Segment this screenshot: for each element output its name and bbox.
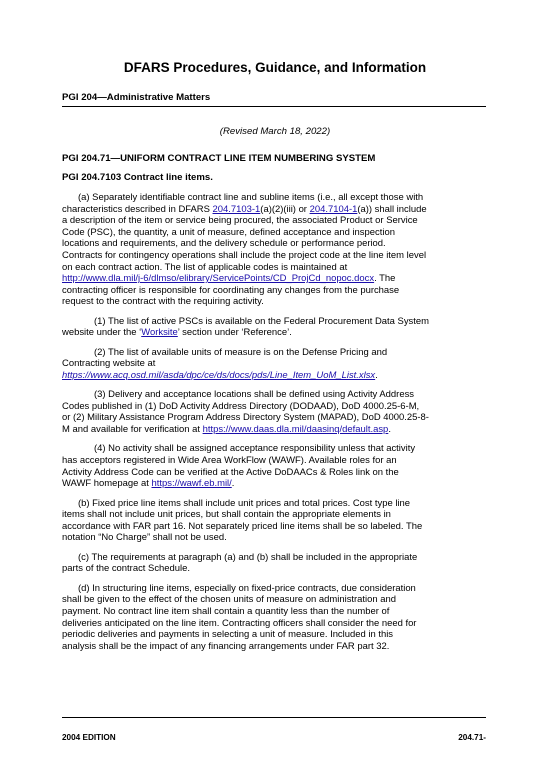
paragraph-a3: (3) Delivery and acceptance locations shall be defined using Activity Address Codes published in (1) DoD Activity Address Directory (DODAAD), DoD 4000.25-6-M, or (2) Military Assistance Program Address Directory System (MAPAD), DoD 4000.25-8- M and available for verification at https://www.daas.dla.mil/daasinq/default.asp. [62,389,429,436]
paragraph-a2: (2) The list of available units of measure is on the Defense Pricing and Contracting website at https://www.acq.osd.mil/asda/dpc/ce/ds/docs/pds/Line_Item_UoM_List.xlsx. [62,346,388,381]
paragraph-a1: (1) The list of active PSCs is available on the Federal Procurement Data System website under the ‘Worksite’ section under ‘Reference’. [62,315,430,339]
footer-rule [62,717,486,718]
section-heading: PGI 204.7103 Contract line items. [62,172,213,183]
revision-date: (Revised March 18, 2022) [219,126,331,137]
paragraph-b: (b) Fixed price line items shall include unit prices and total prices. Cost type line items shall not include unit prices, but shall contain the appropriate elements in accordance with FAR part 16. Not separately priced line items shall be so labeled. The notation “No Charge” shall not be used. [62,497,423,544]
link-uom-list[interactable]: https://www.acq.osd.mil/asda/dpc/ce/ds/docs/pds/Line_Item_UoM_List.xlsx [62,369,376,381]
document-title: DFARS Procedures, Guidance, and Information [123,60,427,75]
link-wawf-homepage[interactable]: https://wawf.eb.mil/ [151,478,232,490]
footer-edition: 2004 EDITION [62,733,116,742]
link-worksite[interactable]: Worksite [141,327,178,339]
paragraph-c: (c) The requirements at paragraph (a) and (b) shall be included in the appropriate parts of the contract Schedule. [62,551,418,575]
header-rule [62,106,486,107]
link-project-codes[interactable]: http://www.dla.mil/j-6/dlmso/elibrary/ServicePoints/CD_ProjCd_nopoc.docx [62,273,375,285]
paragraph-d: (d) In structuring line items, especially on fixed-price contracts, due consideration shall be given to the effect of the chosen units of measure on administration and payment. No contract line item shall contain a quantity less than the number of deliveries anticipated on the line item. Contracting officers shall consider the need for periodic deliveries and payments in selecting a unit of measure. Included in this analysis shall be the impact of any financing arrangements under FAR part 32. [62,582,417,652]
paragraph-a: (a) Separately identifiable contract line and subline items (i.e., all except those with characteristics described in DFARS 204.7103-1(a)(2)(iii) or 204.7104-1(a)) shall include a description of the item or service being procured, the associated Product or Service Code (PSC), the quantity, a unit of measure, defined acceptance and inspection locations and requirements, and the delivery schedule or performance period. Contracts for contingency operations shall include the project code at the line item level on each contract action. The list of applicable codes is maintained at http://www.dla.mil/j-6/dlmso/elibrary/ServicePoints/CD_ProjCd_nopoc.docx. The contracting officer is responsible for coordinating any changes from the purchase request to the contract with the requiring activity. [62,192,427,308]
paragraph-a4: (4) No activity shall be assigned acceptance responsibility unless that activity has acceptors registered in Wide Area WorkFlow (WAWF). Available roles for an Activity Address Code can be verified at the Active DoDAACs & Roles link on the WAWF homepage at https://wawf.eb.mil/. [62,443,416,490]
chapter-heading: PGI 204—Administrative Matters [62,92,211,103]
link-dfars-204-7103-1[interactable]: 204.7103-1 [212,203,261,215]
document-body [62,192,486,660]
subpart-heading: PGI 204.71—UNIFORM CONTRACT LINE ITEM NUMBERING SYSTEM [62,153,376,164]
link-dfars-204-7104-1[interactable]: 204.7104-1 [309,203,358,215]
footer-page-number: 204.71- [458,733,486,742]
link-daas-inquiry[interactable]: https://www.daas.dla.mil/daasinq/default.asp [202,424,389,436]
